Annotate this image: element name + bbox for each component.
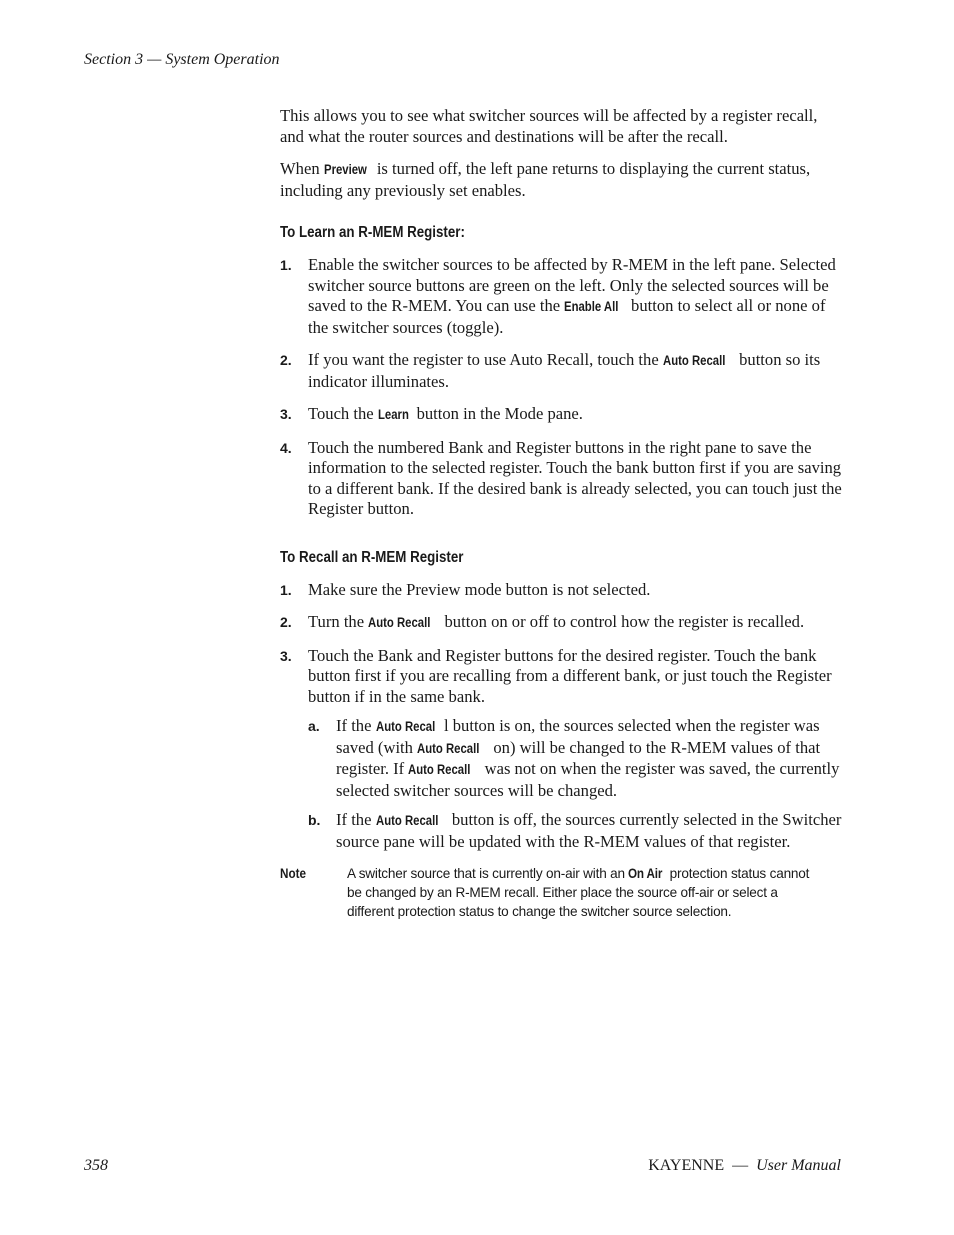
step-text: If you want the register to use Auto Recall, touch the Auto Recall button so its indicator illuminates. bbox=[308, 350, 821, 391]
step-number: 2. bbox=[280, 614, 292, 630]
preview-paragraph: When Preview is turned off, the left pane returns to displaying the current status, including any previously set enables. bbox=[280, 159, 811, 200]
step-number: 2. bbox=[280, 352, 292, 368]
step-number: 4. bbox=[280, 439, 292, 456]
recall-step bbox=[280, 612, 842, 634]
page-body bbox=[280, 106, 842, 921]
ui-term-auto-recall: Auto Recall bbox=[662, 353, 726, 368]
recall-step bbox=[280, 580, 842, 601]
ui-term-enable-all: Enable All bbox=[564, 299, 619, 314]
ui-term-auto-recall: Auto Recall bbox=[368, 615, 431, 630]
step-text: Make sure the Preview mode button is not selected. bbox=[308, 579, 651, 599]
recall-step bbox=[280, 646, 842, 853]
learn-step bbox=[280, 255, 842, 338]
ui-term-auto-recall: Auto Recal bbox=[375, 719, 435, 734]
sub-step bbox=[308, 810, 842, 852]
sub-step-label: a. bbox=[308, 718, 320, 734]
page-number: 358 bbox=[84, 1157, 108, 1174]
ui-term-auto-recall: Auto Recall bbox=[375, 813, 439, 828]
ui-term-on-air: On Air bbox=[628, 866, 663, 881]
step-number: 3. bbox=[280, 406, 292, 422]
step-number: 3. bbox=[280, 647, 292, 664]
step-text: Touch the Bank and Register buttons for the desired register. Touch the bank button first if you are recalling from a different bank, or just touch the Register button if in the same bank. bbox=[308, 645, 832, 706]
ui-term-preview: Preview bbox=[323, 162, 367, 177]
intro-paragraph: This allows you to see what switcher sources will be affected by a register recall, and what the router sources and destinations will be after the recall. bbox=[280, 106, 818, 146]
step-body bbox=[308, 646, 842, 853]
learn-step bbox=[280, 438, 842, 520]
sub-step-text: If the Auto Recal l button is on, the sources selected when the register was saved (with Auto Recall on) will be changed to the R-MEM values of that register. If Auto Recall was not on when the register was saved, the currently selected switcher sources will be changed. bbox=[336, 716, 840, 800]
recall-heading: To Recall an R-MEM Register bbox=[280, 548, 464, 566]
note-label: Note bbox=[280, 866, 306, 881]
step-number: 1. bbox=[280, 581, 292, 598]
product-name: KAYENNE bbox=[648, 1157, 725, 1174]
footer-separator: — bbox=[732, 1157, 749, 1174]
note-text: A switcher source that is currently on-air with an On Air protection status cannot be changed by an R-MEM recall. Either place the source off-air or select a different protection status to change the switcher source selection. bbox=[347, 866, 810, 919]
learn-step bbox=[280, 404, 842, 426]
ui-term-learn: Learn bbox=[377, 407, 409, 422]
step-text: Enable the switcher sources to be affected by R-MEM in the left pane. Selected switcher source buttons are green on the left. Only the selected sources will be saved to the R-MEM. You can use the Enable All button to select all or none of the switcher sources (toggle). bbox=[308, 255, 836, 337]
ui-term-auto-recall: Auto Recall bbox=[417, 740, 480, 756]
step-text: Touch the Learn button in the Mode pane. bbox=[308, 404, 583, 426]
learn-heading: To Learn an R-MEM Register: bbox=[280, 224, 465, 241]
step-text: Turn the Auto Recall button on or off to control how the register is recalled. bbox=[308, 612, 804, 634]
step-number: 1. bbox=[280, 257, 292, 273]
sub-step-label: b. bbox=[308, 812, 321, 828]
sub-step-text: If the Auto Recall button is off, the sources currently selected in the Switcher source pane will be updated with the R-MEM values of that register. bbox=[336, 810, 842, 851]
running-header: Section 3 — System Operation bbox=[84, 51, 280, 68]
learn-step bbox=[280, 350, 842, 392]
manual-title: User Manual bbox=[756, 1157, 841, 1174]
note-block bbox=[280, 864, 842, 921]
step-text: Touch the numbered Bank and Register buttons in the right pane to save the information to the selected register. Touch the bank button first if you are saving to a different bank. If the desired bank is already selected, you can touch just the Register button. bbox=[308, 437, 842, 518]
running-footer bbox=[648, 1157, 841, 1175]
sub-step bbox=[308, 716, 842, 801]
ui-term-auto-recall: Auto Recall bbox=[408, 762, 471, 777]
